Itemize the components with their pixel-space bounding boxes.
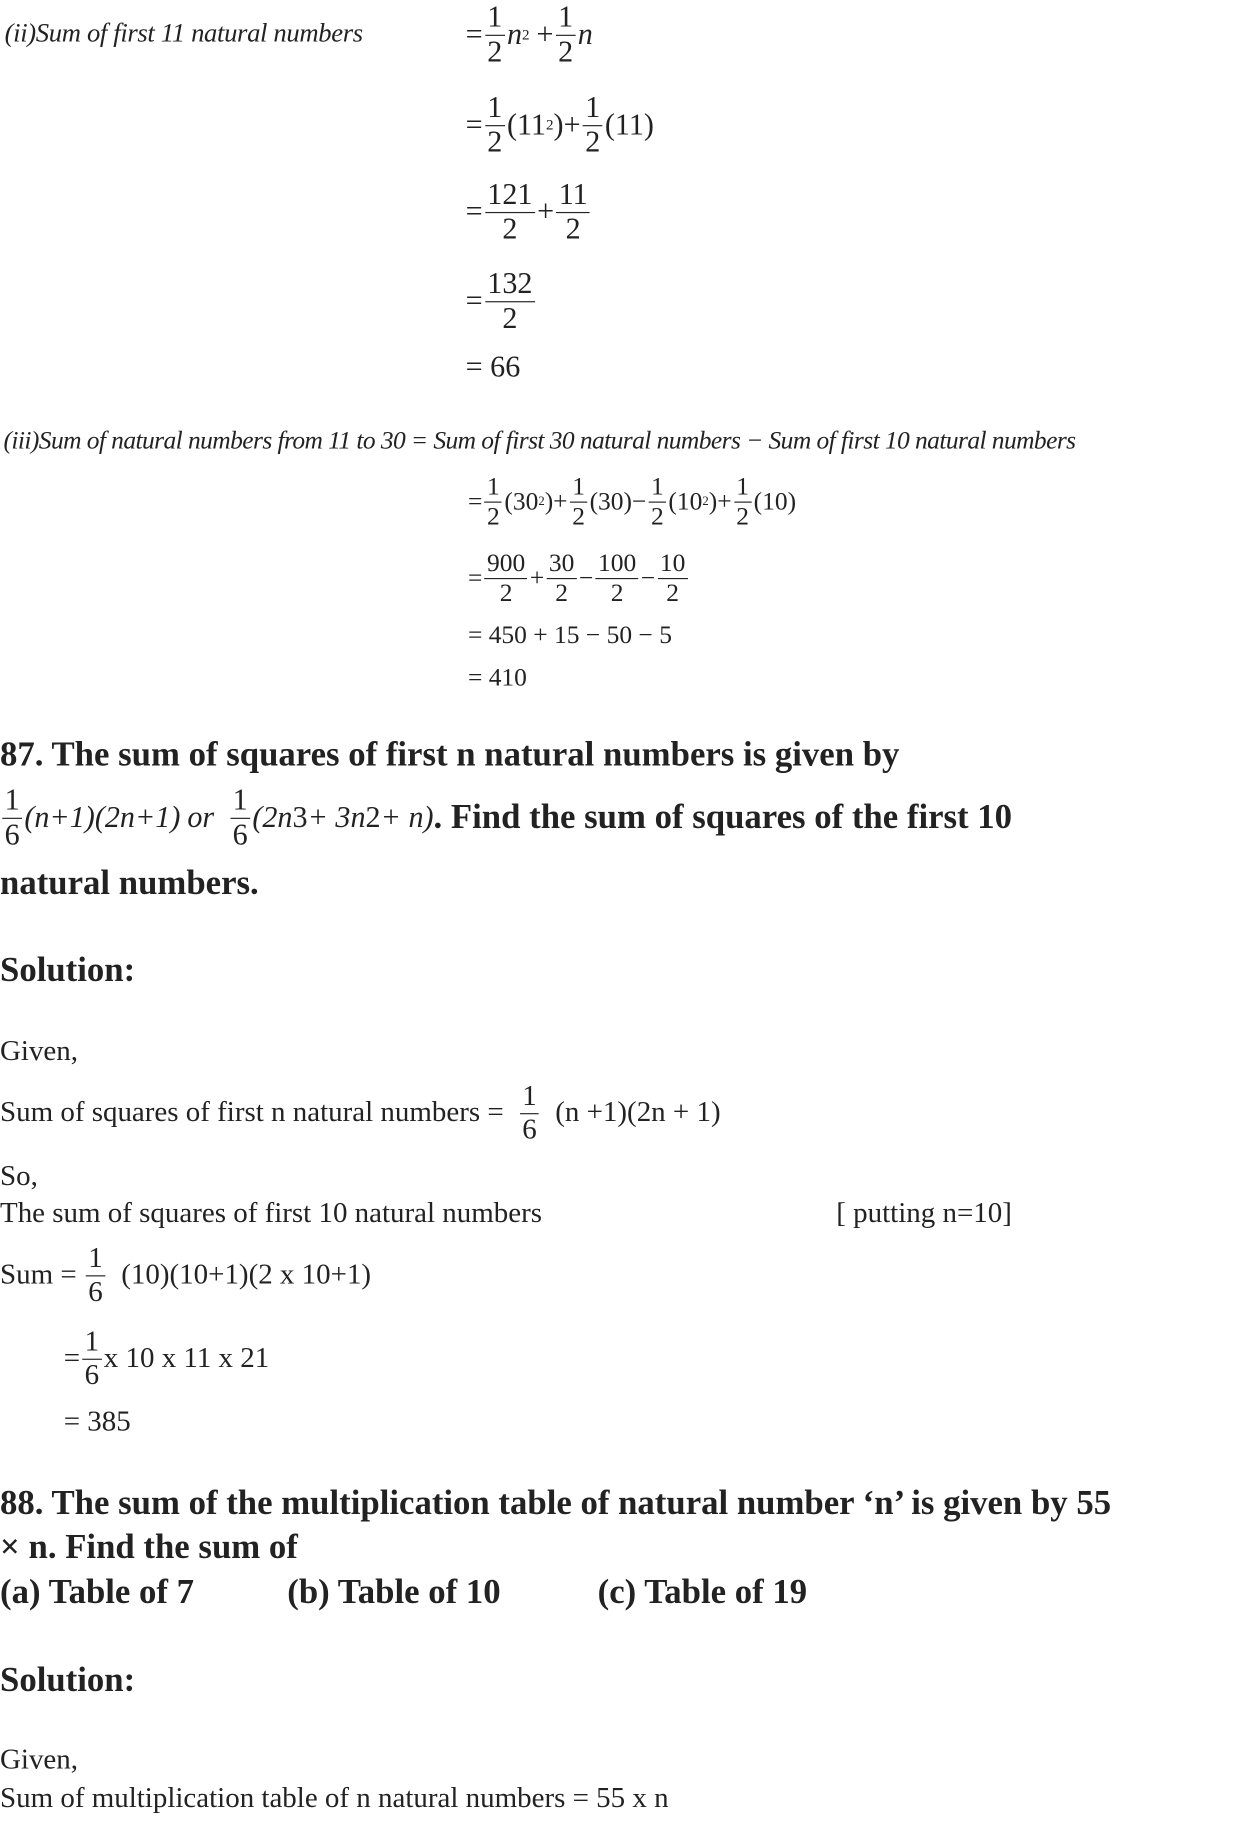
label: Sum of squares of first n natural numbers = — [0, 1096, 504, 1129]
part-ii-result: = 66 — [465, 349, 521, 384]
equals: = — [465, 107, 483, 142]
math-token: 6 — [522, 1113, 537, 1145]
math-token: 6 — [84, 1359, 100, 1391]
plus: + — [537, 194, 555, 229]
plus: + — [536, 17, 554, 51]
math-token: + — [553, 486, 568, 516]
part-iii-step-3: = 450 + 15 − 50 − 5 — [467, 619, 672, 649]
math-token: 1 — [649, 473, 666, 502]
math-token: 1 — [86, 1243, 105, 1276]
q88-part-b: (b) Table of 10 — [287, 1572, 501, 1612]
formula: (n +1)(2n + 1) — [555, 1096, 721, 1129]
math-token: 1 — [485, 473, 502, 502]
math-token: (10 — [668, 486, 703, 516]
q87-heading-line-1: 87. The sum of squares of first n natural numbers is given by — [0, 735, 900, 774]
formula-1: (n+1)(2n+1) — [24, 800, 181, 834]
math-token: 1 — [570, 473, 587, 502]
var-n: n — [506, 17, 523, 51]
fraction — [547, 549, 577, 606]
math-token: 1 — [556, 1, 576, 35]
part-iii-step-1: = $\frac{1}{2}$ (30 2 ) + $\frac{1}{2}$ (30) − $\frac{1}{2}$ (10 2 ) + $\frac{1}{2}$ (10) — [467, 471, 797, 530]
math-token: 2 — [565, 211, 581, 245]
part-ii-step-4 — [466, 264, 537, 338]
part-ii-step-2: = $\frac{1}{2}$ (11 2 ) + $\frac{1}{2}$ (11) — [465, 90, 654, 159]
part-iii-step-2 — [468, 542, 690, 614]
putting-note: [ putting n=10] — [836, 1197, 1012, 1229]
math-token: 132 — [485, 267, 535, 301]
math-token: (10) — [753, 486, 797, 516]
math-token: 2 — [486, 500, 500, 530]
or-text: or — [187, 800, 215, 834]
math-token: 100 — [596, 549, 639, 578]
math-token: 1 — [82, 1326, 101, 1359]
equals: = — [467, 486, 483, 516]
math-token: 1 — [520, 1081, 539, 1114]
math-token: + — [529, 562, 545, 592]
math-token: 2 — [487, 34, 503, 68]
fraction — [2, 784, 22, 851]
math-token: = — [467, 562, 483, 592]
formula: x 10 x 11 x 21 — [103, 1342, 270, 1374]
math-token: 1 — [230, 784, 250, 818]
math-token: 30 — [547, 549, 577, 578]
math-token: 6 — [232, 817, 248, 851]
fraction — [556, 178, 590, 245]
math-token: 6 — [4, 817, 20, 851]
equals: = — [465, 17, 483, 51]
q88-part-c: (c) Table of 19 — [597, 1572, 808, 1612]
math-token: (30) — [589, 486, 633, 516]
math-token: 11 — [556, 178, 590, 212]
fraction — [734, 473, 751, 530]
math-token: − — [578, 562, 594, 592]
sum-squares-formula — [0, 1076, 721, 1150]
math-token: 2 — [499, 577, 513, 607]
math-token: 2 — [666, 577, 679, 607]
var-n: n — [577, 17, 593, 51]
fraction — [485, 1, 505, 68]
sum-substitution — [0, 1238, 371, 1312]
fraction — [86, 1243, 105, 1308]
fraction — [556, 1, 576, 68]
q87-heading-line-2: $\frac{1}{6}$ (n+1)(2n+1) or $\frac{1}{6}$ (2n 3 + 3n 2 + n) . Find the sum of squares of the first 10 — [0, 782, 1012, 854]
fraction — [485, 473, 502, 530]
math-token: 2 — [736, 500, 750, 530]
fraction — [82, 1326, 101, 1391]
math-token: = — [63, 1342, 81, 1374]
fraction — [485, 178, 535, 245]
math-token: 1 — [485, 1, 505, 35]
math-token: 2 — [610, 577, 624, 607]
fraction — [658, 549, 688, 606]
math-token: 10 — [658, 549, 688, 578]
q87-heading-line-3: natural numbers. — [0, 864, 259, 903]
math-token: 2 — [555, 577, 568, 607]
math-token: 2 — [502, 300, 518, 335]
fraction — [570, 473, 587, 530]
math-token: 2 — [502, 211, 518, 245]
multiplication-sum-formula: Sum of multiplication table of n natural numbers = 55 x n — [0, 1782, 669, 1814]
plus: + — [563, 107, 581, 142]
term: (11 — [506, 107, 546, 142]
label: Sum = — [0, 1259, 77, 1291]
math-token: + — [717, 486, 732, 516]
q87-heading-tail: . Find the sum of squares of the first 10 — [433, 798, 1013, 837]
math-token: 1 — [734, 473, 751, 502]
formula-2: + n) — [380, 800, 434, 834]
math-token: 2 — [651, 500, 664, 530]
math-token: 2 — [487, 124, 503, 159]
formula-2: + 3n — [307, 800, 366, 834]
math-token: ) — [544, 486, 554, 516]
fraction — [596, 549, 639, 606]
math-token: 2 — [572, 500, 585, 530]
term: (11) — [604, 107, 654, 142]
fraction — [649, 473, 666, 530]
q88-part-a: (a) Table of 7 — [0, 1572, 195, 1612]
solution-heading: Solution: — [0, 950, 136, 990]
sum-step — [64, 1322, 270, 1396]
given-text: Given, — [0, 1744, 79, 1776]
part-iii-label: (iii)Sum of natural numbers from 11 to 30 = Sum of first 30 natural numbers − Sum of first 10 natural numbers — [3, 425, 1076, 455]
sum-result: = 385 — [63, 1406, 131, 1438]
q88-heading-line-2: × n. Find the sum of — [0, 1527, 298, 1567]
math-token: 1 — [583, 91, 603, 125]
fraction — [485, 91, 505, 158]
math-token: 900 — [485, 549, 528, 578]
formula: (10)(10+1)(2 x 10+1) — [121, 1259, 372, 1291]
fraction — [485, 549, 528, 606]
equals: = — [465, 194, 483, 229]
part-ii-step-1: = $\frac{1}{2}$ n 2 + $\frac{1}{2}$ n — [465, 0, 593, 68]
math-token: − — [632, 486, 647, 516]
math-token: 121 — [485, 178, 535, 212]
q88-heading-line-1: 88. The sum of the multiplication table of natural number ‘n’ is given by 55 — [0, 1483, 1112, 1523]
math-token: 6 — [88, 1275, 103, 1308]
math-token: 1 — [485, 91, 505, 125]
solution-heading: Solution: — [0, 1661, 136, 1700]
fraction — [230, 784, 250, 851]
part-ii-step-3 — [466, 174, 593, 250]
fraction — [485, 267, 535, 334]
so-text: So, — [0, 1160, 38, 1192]
math-token: − — [640, 562, 656, 592]
formula-2: (2n — [252, 800, 293, 834]
part-ii-label: (ii)Sum of first 11 natural numbers — [4, 18, 363, 48]
term: ) — [553, 107, 564, 142]
equals: = — [465, 283, 483, 318]
part-iii-result: = 410 — [467, 662, 527, 692]
fraction — [583, 91, 603, 158]
math-token: (30 — [504, 486, 539, 516]
given-text: Given, — [0, 1035, 79, 1067]
fraction — [520, 1081, 539, 1146]
math-token: 2 — [558, 34, 574, 68]
math-token: 1 — [2, 784, 22, 818]
math-token: ) — [708, 486, 718, 516]
the-sum-text: The sum of squares of first 10 natural numbers — [0, 1197, 543, 1229]
math-token: 2 — [585, 124, 601, 159]
